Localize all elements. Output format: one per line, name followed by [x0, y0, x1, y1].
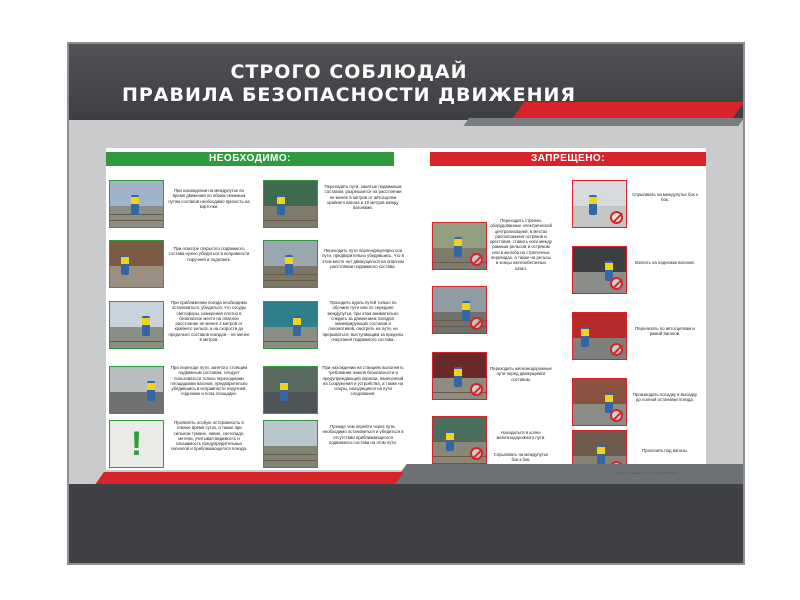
allowed-photo-6 [263, 301, 318, 349]
allowed-caption-5: При приближении поезда необходимо остановиться, убедиться, что сосуды светофоры, измерения плотно в безопасное место на опасное расстояние не менее 2 метров от крайнего рельса, а на скорости до предельно составов поездов – не менее 5 метров. [168, 300, 250, 343]
forbidden-caption-5: Перелезать по автосцепкам и рамой вагонов. [635, 326, 695, 337]
prohibition-icon [470, 253, 483, 266]
forbidden-photo-8 [572, 378, 627, 426]
prohibition-icon [470, 317, 483, 330]
poster-title-line2: ПРАВИЛА БЕЗОПАСНОСТИ ДВИЖЕНИЯ [121, 84, 577, 106]
forbidden-photo-7 [572, 312, 627, 360]
footer-text: Плакат © охрана труда тел. (000) 000-00-00 [617, 471, 678, 475]
allowed-photo-10 [263, 420, 318, 468]
prohibition-icon [610, 277, 623, 290]
allowed-header-text: НЕОБХОДИМО: [209, 153, 291, 164]
allowed-caption-9: Проявлять особую осторожность в темное время суток, а также при сильном тумане, ливне, снегопаде, метели, учитывая видимость и слышимость предупредительных сигналов и приближающегося поезда. [170, 420, 248, 452]
forbidden-caption-9: Пролезать под вагоны. [642, 448, 688, 453]
forbidden-photo-1 [432, 222, 487, 270]
forbidden-caption-7: Производить посадку и высадку до полной остановки поезда. [632, 392, 698, 403]
forbidden-caption-1: Переходить стрелки, оборудованные электрической централизацией, в местах расположения остряков и крестовин, ставить ноги между рамным рельсом и остряком или в желоба на стрелочных переводах, а также на рельсы и концы железобетонных шпал. [490, 218, 552, 271]
forbidden-photo-2 [432, 286, 487, 334]
allowed-photo-4 [263, 240, 318, 288]
forbidden-header-text: ЗАПРЕЩЕНО: [530, 153, 606, 164]
forbidden-caption-6: Находиться в колее железнодорожного пути. [496, 430, 546, 441]
title-grey-stripe [463, 118, 744, 126]
forbidden-photo-6 [572, 246, 627, 294]
allowed-photo-2 [263, 180, 318, 228]
allowed-caption-4: Переходить пути перпендикулярно оси пути, предварительно убедившись, что в этом месте нет движущегося на опасном расстоянии подвижного состава. [322, 248, 404, 269]
allowed-caption-1: При нахождении на междупутье во время движения по обеим смежным путям составов необходимо присесть на корточки. [168, 188, 250, 209]
allowed-header [106, 152, 394, 166]
exclamation-icon: ! [130, 425, 143, 463]
allowed-caption-10: Прежде чем перейти через пути, необходимо остановиться и убедиться в отсутствии приближающегося подвижного состава на этом пути. [322, 424, 404, 445]
allowed-photo-8 [263, 366, 318, 414]
allowed-photo-7 [109, 366, 164, 414]
allowed-caption-8: При нахождении на станциях выполнять требования знаков безопасности и предупреждающей окраски, нанесенной на сооружения и устройства, а также на опоры, находящиеся на пути следования. [322, 365, 404, 397]
prohibition-icon [470, 447, 483, 460]
bottom-band [69, 484, 743, 563]
prohibition-icon [610, 409, 623, 422]
poster-title-line1: СТРОГО СОБЛЮДАЙ [230, 61, 468, 83]
forbidden-caption-8: Спрыгивать на междупутье бок к бок. [493, 452, 549, 463]
allowed-photo-3 [109, 240, 164, 288]
allowed-photo-9 [109, 420, 164, 468]
allowed-photo-1 [109, 180, 164, 228]
allowed-caption-2: Переходить пути, занятые подвижным составом, разрешается на расстоянии не менее 5 метров от автосцепки крайнего вагона и 10 метров между вагонами. [324, 184, 402, 211]
forbidden-caption-4: Переходить железнодорожные пути перед движущимся составом. [490, 366, 552, 382]
forbidden-header [430, 152, 706, 166]
forbidden-photo-3 [432, 352, 487, 400]
forbidden-photo-4 [432, 416, 487, 464]
forbidden-photo-5 [572, 180, 627, 228]
prohibition-icon [610, 211, 623, 224]
forbidden-caption-2: Спрыгивать на междупутье бок к бок. [632, 192, 698, 203]
prohibition-icon [470, 383, 483, 396]
allowed-caption-3: При осмотре открытого подвижного состава нужно убедиться в исправности поручней и подножек. [168, 246, 250, 262]
allowed-caption-7: При переходе пути, занятого стоящим подвижным составом, следует пользоваться только переходными площадками вагонов, предварительно убедившись в исправности поручней, подножек и пола площадки. [170, 365, 248, 397]
prohibition-icon [610, 343, 623, 356]
poster-frame [67, 42, 745, 565]
bottom-grey-stripe [391, 464, 745, 486]
allowed-photo-5 [109, 301, 164, 349]
forbidden-caption-3: Взлезть на подножки вагонов. [635, 260, 695, 265]
content-panel [106, 148, 706, 470]
allowed-caption-6: Проходить вдоль путей только по обочине пути или по середине междупутья, при этом внимательно следить за движением поездов, маневрирующих составов и локомотивов, смотреть на пути, не прерываться, выступающим за пределы очертания подвижного состава. [322, 300, 404, 343]
